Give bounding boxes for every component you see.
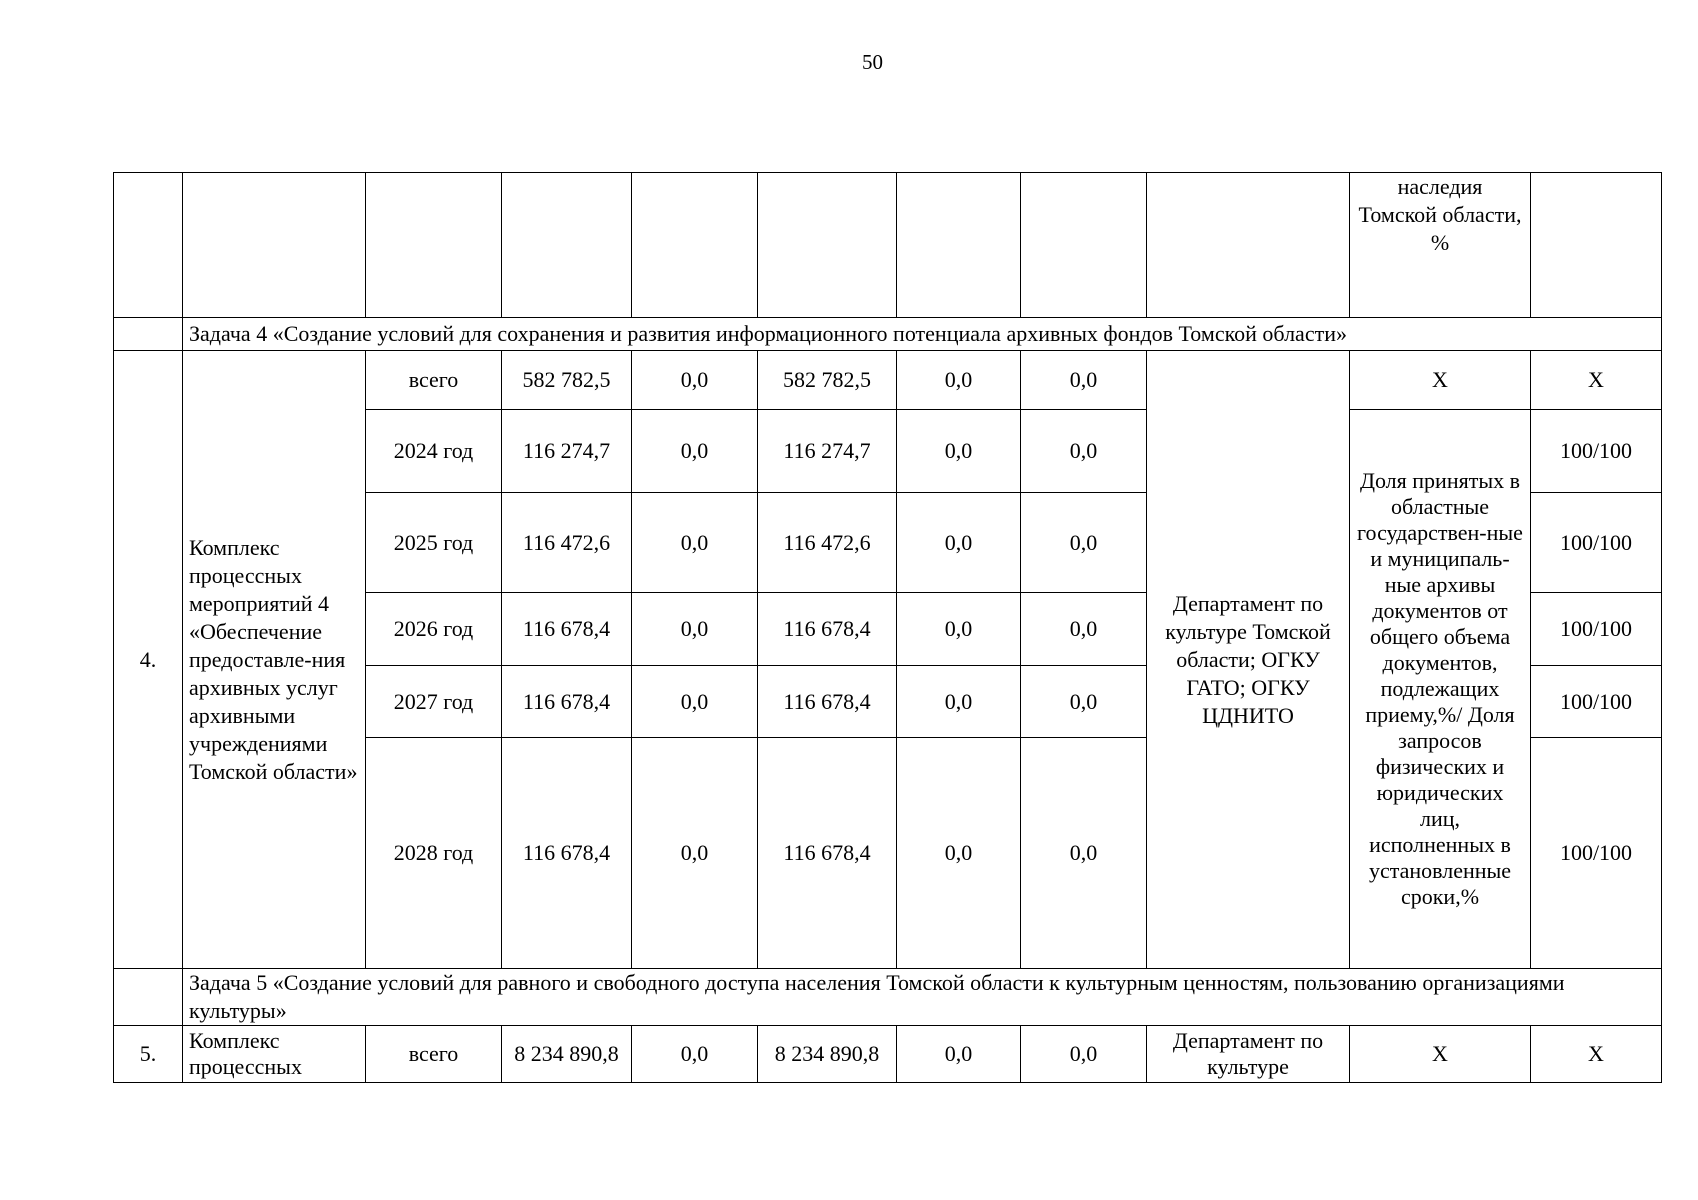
indicator-total-cell: X bbox=[1350, 1026, 1531, 1083]
total-cell: 116 274,7 bbox=[502, 410, 632, 493]
value-cell: 100/100 bbox=[1531, 738, 1662, 969]
continuation-row bbox=[114, 173, 1662, 318]
total-cell: 8 234 890,8 bbox=[502, 1026, 632, 1083]
total-cell: 116 472,6 bbox=[502, 493, 632, 593]
period-cell: 2026 год bbox=[366, 593, 502, 666]
measure-4-executor: Департамент по культуре Томской области; ОГКУ ГАТО; ОГКУ ЦДНИТО bbox=[1147, 351, 1350, 969]
regional-cell: 116 678,4 bbox=[758, 666, 897, 738]
local-cell: 0,0 bbox=[897, 351, 1021, 410]
other-cell: 0,0 bbox=[1021, 738, 1147, 969]
continuation-indicator: наследия Томской области, % bbox=[1350, 173, 1531, 318]
cell-empty bbox=[114, 173, 183, 318]
cell-empty bbox=[366, 173, 502, 318]
task-row bbox=[114, 318, 1662, 351]
measure-4-indicator: Доля принятых в областные государствен-ные и муниципаль-ные архивы документов от общего объема документов, подлежащих приему,%/ Доля запросов физических и юридических лиц, исполненных в установленные сроки,% bbox=[1350, 410, 1531, 969]
federal-cell: 0,0 bbox=[632, 666, 758, 738]
measure-5-executor: Департамент по культуре bbox=[1147, 1026, 1350, 1083]
task-4-title: Задача 4 «Создание условий для сохранения и развития информационного потенциала архивных фондов Томской области» bbox=[183, 318, 1662, 351]
local-cell: 0,0 bbox=[897, 593, 1021, 666]
cell-empty bbox=[897, 173, 1021, 318]
period-cell: 2027 год bbox=[366, 666, 502, 738]
federal-cell: 0,0 bbox=[632, 1026, 758, 1083]
measure-4-name: Комплекс процессных мероприятий 4 «Обеспечение предоставле-ния архивных услуг архивными учреждениями Томской области» bbox=[183, 351, 366, 969]
value-cell: X bbox=[1531, 1026, 1662, 1083]
period-cell: всего bbox=[366, 1026, 502, 1083]
cell-empty bbox=[758, 173, 897, 318]
cell-empty bbox=[632, 173, 758, 318]
cell-empty bbox=[1021, 173, 1147, 318]
value-cell: X bbox=[1531, 351, 1662, 410]
regional-cell: 116 274,7 bbox=[758, 410, 897, 493]
regional-cell: 116 678,4 bbox=[758, 738, 897, 969]
other-cell: 0,0 bbox=[1021, 410, 1147, 493]
regional-cell: 582 782,5 bbox=[758, 351, 897, 410]
other-cell: 0,0 bbox=[1021, 666, 1147, 738]
regional-cell: 116 472,6 bbox=[758, 493, 897, 593]
value-cell: 100/100 bbox=[1531, 410, 1662, 493]
other-cell: 0,0 bbox=[1021, 1026, 1147, 1083]
cell-empty bbox=[1147, 173, 1350, 318]
page-number: 50 bbox=[862, 50, 883, 74]
value-cell: 100/100 bbox=[1531, 666, 1662, 738]
local-cell: 0,0 bbox=[897, 1026, 1021, 1083]
cell-empty bbox=[502, 173, 632, 318]
period-cell: 2025 год bbox=[366, 493, 502, 593]
federal-cell: 0,0 bbox=[632, 351, 758, 410]
total-cell: 116 678,4 bbox=[502, 593, 632, 666]
measure-4-row-total bbox=[114, 351, 1662, 410]
local-cell: 0,0 bbox=[897, 410, 1021, 493]
federal-cell: 0,0 bbox=[632, 738, 758, 969]
value-cell: 100/100 bbox=[1531, 593, 1662, 666]
period-cell: 2028 год bbox=[366, 738, 502, 969]
cell-empty bbox=[114, 969, 183, 1026]
federal-cell: 0,0 bbox=[632, 410, 758, 493]
other-cell: 0,0 bbox=[1021, 593, 1147, 666]
measure-5-number: 5. bbox=[114, 1026, 183, 1083]
cell-empty bbox=[1531, 173, 1662, 318]
indicator-total-cell: X bbox=[1350, 351, 1531, 410]
other-cell: 0,0 bbox=[1021, 493, 1147, 593]
measure-5-name: Комплекс процессных bbox=[183, 1026, 366, 1083]
local-cell: 0,0 bbox=[897, 493, 1021, 593]
cell-empty bbox=[114, 318, 183, 351]
local-cell: 0,0 bbox=[897, 738, 1021, 969]
task-5-title: Задача 5 «Создание условий для равного и свободного доступа населения Томской области к культурным ценностям, пользованию организациями культуры» bbox=[183, 969, 1662, 1026]
other-cell: 0,0 bbox=[1021, 351, 1147, 410]
budget-table bbox=[113, 172, 1662, 1083]
regional-cell: 116 678,4 bbox=[758, 593, 897, 666]
measure-5-row-total bbox=[114, 1026, 1662, 1083]
total-cell: 582 782,5 bbox=[502, 351, 632, 410]
cell-empty bbox=[183, 173, 366, 318]
total-cell: 116 678,4 bbox=[502, 738, 632, 969]
local-cell: 0,0 bbox=[897, 666, 1021, 738]
federal-cell: 0,0 bbox=[632, 493, 758, 593]
regional-cell: 8 234 890,8 bbox=[758, 1026, 897, 1083]
period-cell: 2024 год bbox=[366, 410, 502, 493]
total-cell: 116 678,4 bbox=[502, 666, 632, 738]
measure-4-number: 4. bbox=[114, 351, 183, 969]
task-row bbox=[114, 969, 1662, 1026]
value-cell: 100/100 bbox=[1531, 493, 1662, 593]
federal-cell: 0,0 bbox=[632, 593, 758, 666]
period-cell: всего bbox=[366, 351, 502, 410]
